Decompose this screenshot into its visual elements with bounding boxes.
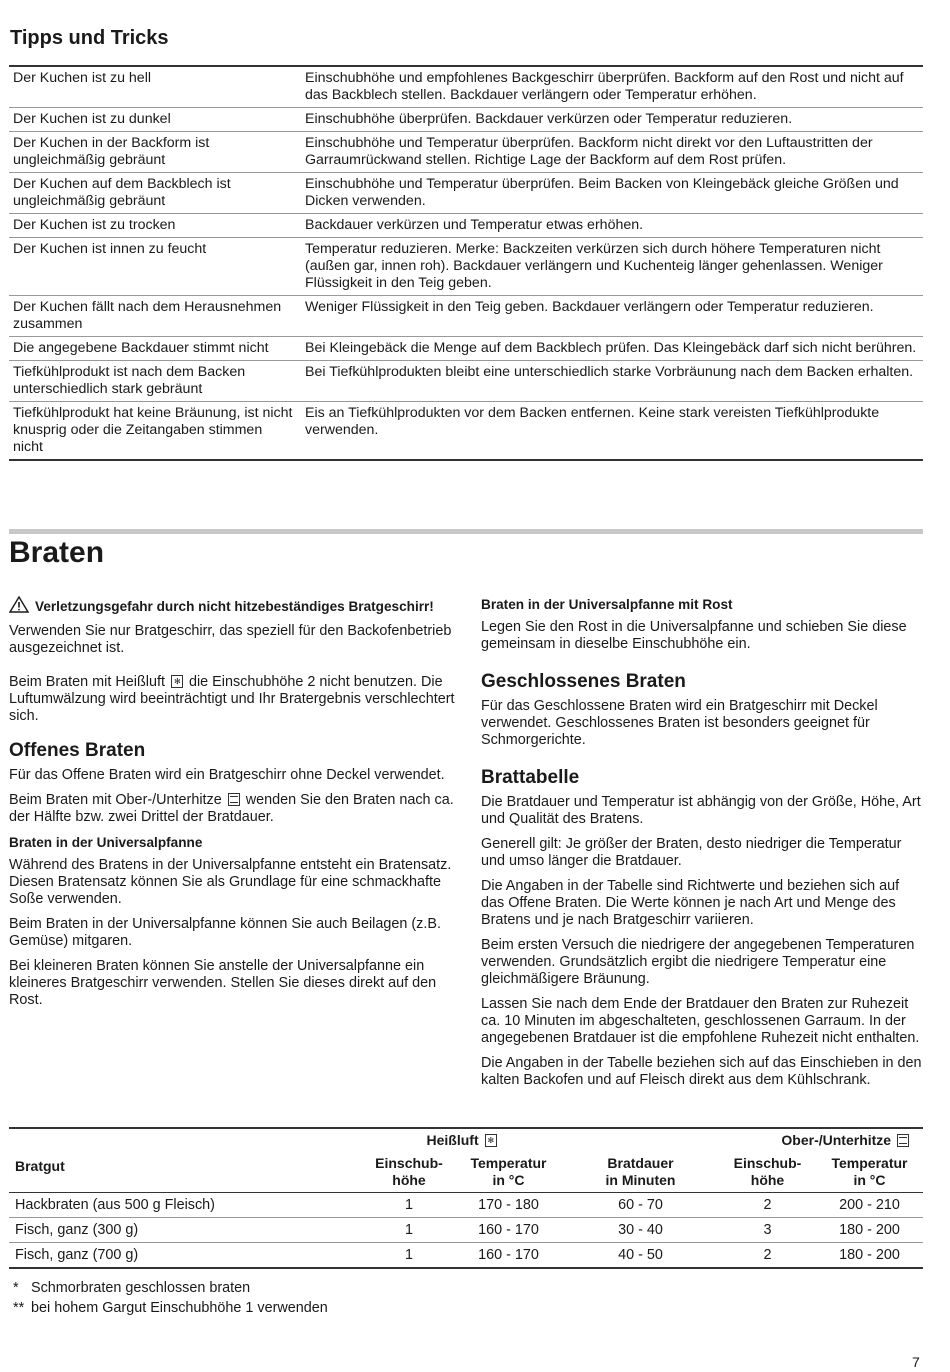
einschub-ober-cell: 2 [719,1193,816,1218]
temp-ober-cell: 200 - 210 [816,1193,923,1218]
col-einschub-ober: Einschub- höhe [733,1155,802,1188]
group-heissluft: Heißluft ✻ [363,1128,562,1152]
brattabelle-p6: Die Angaben in der Tabelle beziehen sich auf das Einschieben in den kalten Backofen und auf Fleisch direkt aus dem Kühlschrank. [481,1055,922,1088]
temp-heissluft-cell: 170 - 180 [455,1193,562,1218]
tipp-problem: Der Kuchen auf dem Backblech ist ungleichmäßig gebräunt [9,173,297,214]
table-row [9,173,923,214]
warning-triangle-icon [9,596,29,613]
universalpfanne-p2: Beim Braten in der Universalpfanne können Sie auch Beilagen (z.B. Gemüse) mitgaren. [9,916,441,949]
heissluft-note: Beim Braten mit Heißluft ✻ die Einschubhöhe 2 nicht benutzen. Die Luftumwälzung wird beeinträchtigt und Ihr Bratergebnis verschlechtert sich. [9,674,455,724]
heissluft-icon: ✻ [485,1134,497,1147]
section-divider [9,529,923,534]
temp-heissluft-cell: 160 - 170 [455,1243,562,1269]
table-row [9,238,923,296]
universalpfanne-heading: Braten in der Universalpfanne [9,835,203,850]
tipps-heading: Tipps und Tricks [10,27,169,49]
brattabelle-p5: Lassen Sie nach dem Ende der Bratdauer den Braten zur Ruhezeit ca. 10 Minuten im abgeschalteten, geschlossenen Garraum. In der angegebenen Bratdauer ist die empfohlene Ruhezeit nicht enthalten. [481,996,920,1046]
table-row [9,66,923,108]
tipp-solution: Weniger Flüssigkeit in den Teig geben. Backdauer verlängern oder Temperatur reduzieren. [297,296,923,337]
tipp-solution: Bei Kleingebäck die Menge auf dem Backblech prüfen. Das Kleingebäck darf sich nicht berühren. [297,337,923,361]
brattabelle-heading: Brattabelle [481,767,580,788]
tipp-problem: Tiefkühlprodukt hat keine Bräunung, ist nicht knusprig oder die Zeitangaben stimmen nicht [9,402,297,461]
tipp-solution: Bei Tiefkühlprodukten bleibt eine unterschiedlich starke Vorbräunung nach dem Backen erhalten. [297,361,923,402]
temp-ober-cell: 180 - 200 [816,1218,923,1243]
footnote: * Schmorbraten geschlossen braten [13,1280,251,1296]
tipp-problem: Der Kuchen ist zu dunkel [9,108,297,132]
tipp-solution: Einschubhöhe überprüfen. Backdauer verkürzen oder Temperatur reduzieren. [297,108,923,132]
bratgut-cell: Hackbraten (aus 500 g Fleisch) [9,1193,363,1218]
mit-rost-heading: Braten in der Universalpfanne mit Rost [481,597,733,612]
braten-left-column [9,596,459,1017]
table-group-header [9,1128,923,1152]
temp-ober-cell: 180 - 200 [816,1243,923,1269]
table-row [9,214,923,238]
tipp-solution: Backdauer verkürzen und Temperatur etwas erhöhen. [297,214,923,238]
temp-heissluft-cell: 160 - 170 [455,1218,562,1243]
einschub-heissluft-cell: 1 [363,1243,455,1269]
brattabelle-table [9,1127,923,1269]
braten-right-column [481,596,923,1097]
universalpfanne-p3: Bei kleineren Braten können Sie anstelle der Universalpfanne ein kleineres Bratgeschirr verwenden. Stellen Sie dieses direkt auf den Rost. [9,958,437,1008]
tipp-problem: Der Kuchen ist innen zu feucht [9,238,297,296]
brattabelle-p3: Die Angaben in der Tabelle sind Richtwerte und beziehen sich auf das Offene Braten. Die Werte können je nach Art und Menge des Bratens und je nach Bratgeschirr variieren. [481,878,900,928]
ober-unterhitze-icon [228,793,240,806]
tipp-problem: Der Kuchen ist zu trocken [9,214,297,238]
einschub-ober-cell: 3 [719,1218,816,1243]
brattabelle-p1: Die Bratdauer und Temperatur ist abhängig von der Größe, Höhe, Art und Qualität des Bratens. [481,794,921,827]
braten-heading: Braten [9,536,105,569]
tipp-problem: Der Kuchen fällt nach dem Herausnehmen zusammen [9,296,297,337]
col-bratgut: Bratgut [15,1158,65,1174]
brattabelle-p2: Generell gilt: Je größer der Braten, desto niedriger die Temperatur und umso länger die Bratdauer. [481,836,902,869]
tipp-problem: Die angegebene Backdauer stimmt nicht [9,337,297,361]
table-column-header [9,1152,923,1193]
warning-text: Verwenden Sie nur Bratgeschirr, das speziell für den Backofenbetrieb ausgezeichnet ist. [9,623,452,656]
tipp-problem: Der Kuchen in der Backform ist ungleichmäßig gebräunt [9,132,297,173]
geschlossenes-braten-p1: Für das Geschlossene Braten wird ein Bratgeschirr mit Deckel verwendet. Geschlossenes Braten ist besonders geeignet für Schmorgerichte. [481,698,878,748]
footnotes [13,1278,328,1318]
bratdauer-cell: 60 - 70 [562,1193,719,1218]
bratdauer-cell: 30 - 40 [562,1218,719,1243]
table-row [9,402,923,461]
tipp-solution: Temperatur reduzieren. Merke: Backzeiten verkürzen sich durch höhere Temperaturen nicht (außen gar, innen roh). Backdauer verlängern und Kuchenteig länger gehenlassen. Weniger Flüssigkeit in den Teig geben. [297,238,923,296]
table-row [9,337,923,361]
page-number: 7 [912,1354,920,1370]
col-temp-heissluft: Temperatur in °C [470,1155,547,1188]
tipp-solution: Einschubhöhe und Temperatur überprüfen. Beim Backen von Kleingebäck gleiche Größen und Dicken verwenden. [297,173,923,214]
offenes-braten-p2: Beim Braten mit Ober-/Unterhitze wenden Sie den Braten nach ca. der Hälfte bzw. zwei Drittel der Bratdauer. [9,792,454,825]
group-ober-unterhitze: Ober-/Unterhitze [719,1128,923,1152]
brattabelle-p4: Beim ersten Versuch die niedrigere der angegebenen Temperaturen verwenden. Grundsätzlich ergibt die niedrigere Temperatur eine gleichmäßigere Bräunung. [481,937,915,987]
tipp-solution: Einschubhöhe und empfohlenes Backgeschirr überprüfen. Backform auf den Rost und nicht auf das Backblech stellen. Backdauer verlängern oder Temperatur erhöhen. [305,70,904,103]
tipp-problem: Tiefkühlprodukt ist nach dem Backen unterschiedlich stark gebräunt [9,361,297,402]
ober-unterhitze-icon [897,1134,909,1147]
table-row [9,132,923,173]
warning-title: Verletzungsgefahr durch nicht hitzebeständiges Bratgeschirr! [35,599,434,614]
warning-block [9,596,459,615]
universalpfanne-p1: Während des Bratens in der Universalpfanne entsteht ein Bratensatz. Diesen Bratensatz können Sie als Grundlage für eine schmackhafte Soße verwenden. [9,857,452,907]
table-row [9,1193,923,1218]
tipp-solution: Einschubhöhe und Temperatur überprüfen. Backform nicht direkt vor den Luftaustritten der Garraumrückwand stellen. Richtige Lage der Backform auf dem Rost prüfen. [297,132,923,173]
col-bratdauer: Bratdauer in Minuten [605,1155,676,1188]
tipps-table [9,65,923,461]
table-row [9,361,923,402]
bratgut-cell: Fisch, ganz (300 g) [9,1218,363,1243]
mit-rost-p1: Legen Sie den Rost in die Universalpfanne und schieben Sie diese gemeinsam in dieselbe Einschubhöhe ein. [481,619,907,652]
geschlossenes-braten-heading: Geschlossenes Braten [481,671,686,692]
offenes-braten-p1: Für das Offene Braten wird ein Bratgeschirr ohne Deckel verwendet. [9,767,445,783]
bratgut-cell: Fisch, ganz (700 g) [9,1243,363,1269]
footnote: ** bei hohem Gargut Einschubhöhe 1 verwenden [13,1300,328,1316]
table-row [9,108,923,132]
einschub-heissluft-cell: 1 [363,1193,455,1218]
heissluft-icon: ✻ [171,675,183,688]
offenes-braten-heading: Offenes Braten [9,740,146,761]
bratdauer-cell: 40 - 50 [562,1243,719,1269]
col-einschub-heissluft: Einschub- höhe [375,1155,443,1188]
tipp-solution: Eis an Tiefkühlprodukten vor dem Backen entfernen. Keine stark vereisten Tiefkühlprodukte verwenden. [297,402,923,461]
col-temp-ober: Temperatur in °C [831,1155,908,1188]
einschub-heissluft-cell: 1 [363,1218,455,1243]
table-row [9,296,923,337]
tipp-problem: Der Kuchen ist zu hell [13,70,152,86]
table-row [9,1218,923,1243]
table-row [9,1243,923,1269]
einschub-ober-cell: 2 [719,1243,816,1269]
